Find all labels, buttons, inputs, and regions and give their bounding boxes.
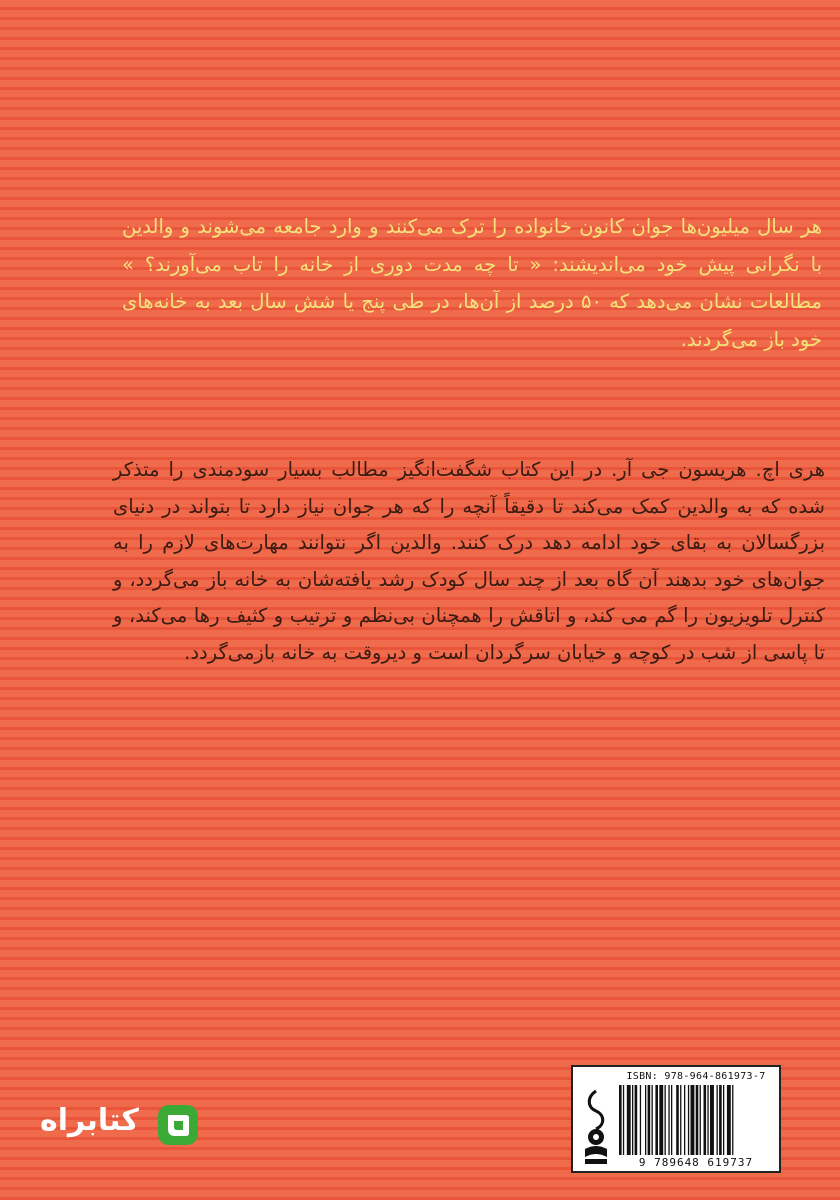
barcode-bar — [700, 1085, 701, 1155]
blurb-intro-text: هر سال میلیون‌ها جوان کانون خانواده را ترک می‌کنند و وارد جامعه می‌شوند و والدین با نگرانی پیش خود می‌اندیشند: « تا چه مدت دوری از خانه را تاب می‌آورند؟ » مطالعات نشان می‌دهد که ۵۰ درصد از آن‌ها، در طی پنج یا شش سال بعد به خانه‌های خود باز می‌گردند. — [122, 215, 822, 351]
barcode-bar — [723, 1085, 724, 1155]
barcode-bar — [635, 1085, 638, 1155]
barcode-bar — [671, 1085, 672, 1155]
barcode-bar — [645, 1085, 646, 1155]
barcode-bar — [727, 1085, 731, 1155]
barcode-bar — [719, 1085, 722, 1155]
isbn-number: ISBN: 978-964-861973-7 — [626, 1071, 766, 1082]
barcode-bar — [704, 1085, 707, 1155]
barcode-bar — [640, 1085, 641, 1155]
barcode-bars — [617, 1085, 777, 1155]
barcode-bar — [632, 1085, 633, 1155]
barcode-bar — [684, 1085, 685, 1155]
barcode-bar — [691, 1085, 695, 1155]
barcode-bar — [710, 1085, 714, 1155]
barcode-bar — [652, 1085, 653, 1155]
barcode-bar — [648, 1085, 651, 1155]
barcode-bar — [627, 1085, 631, 1155]
barcode-bar — [688, 1085, 689, 1155]
barcode-digits: 9 789648 619737 — [638, 1156, 754, 1169]
blurb-intro-paragraph — [122, 208, 822, 358]
blurb-main-text: هری اچ. هریسون جی آر. در این کتاب شگفت‌انگیز مطالب بسیار سودمندی را متذکر شده که به والدین کمک می‌کند تا دقیقاً آنچه را که هر جوان نیاز دارد تا بتواند در دنیای بزرگسالان به بقای خود ادامه دهد درک کنند. والدین اگر نتوانند مهارت‌های لازم را به جوان‌های خود بدهند آن گاه بعد از چند سال کودک رشد یافته‌شان به خانه باز می‌گردد، و کنترل تلویزیون را گم می کند، و اتاقش را همچنان بی‌نظم و ترتیب و کثیف رها می‌کند، و تا پاسی از شب در کوچه و خیابان سرگردان است و دیروقت به خانه بازمی‌گردد. — [113, 458, 825, 664]
barcode-bar — [619, 1085, 622, 1155]
barcode-bar — [655, 1085, 658, 1155]
barcode-bar — [668, 1085, 669, 1155]
barcode-bar — [676, 1085, 679, 1155]
barcode-bar — [680, 1085, 681, 1155]
isbn-barcode-box — [571, 1065, 781, 1173]
barcode-bar — [732, 1085, 733, 1155]
barcode-bar — [717, 1085, 718, 1155]
barcode-bar — [665, 1085, 666, 1155]
barcode-bar — [659, 1085, 663, 1155]
barcode-bar — [696, 1085, 699, 1155]
ketabrah-brand-text: کتابراه — [40, 1103, 139, 1138]
barcode-bar — [707, 1085, 708, 1155]
ketabrah-watermark — [40, 1101, 200, 1151]
publisher-logo-icon — [579, 1087, 613, 1167]
ketabrah-logo-icon — [156, 1103, 200, 1147]
blurb-main-paragraph — [113, 452, 825, 671]
barcode-bar — [623, 1085, 624, 1155]
